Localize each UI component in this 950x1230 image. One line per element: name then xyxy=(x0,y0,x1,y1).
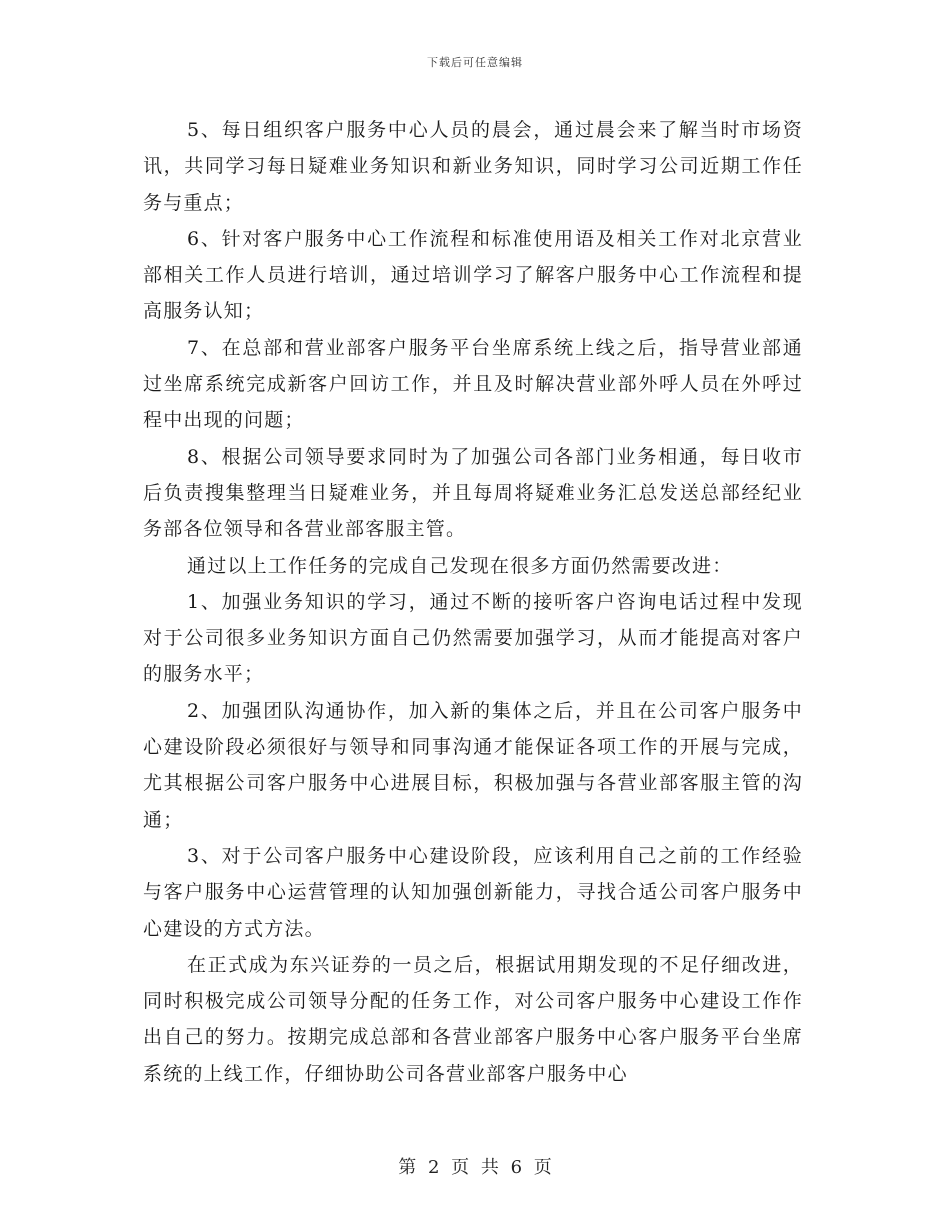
document-body xyxy=(143,112,803,1092)
paragraph-item-6: 6、针对客户服务中心工作流程和标准使用语及相关工作对北京营业部相关工作人员进行培训，通过培训学习了解客户服务中心工作流程和提高服务认知； xyxy=(143,227,803,323)
paragraph-improvement-1: 1、加强业务知识的学习，通过不断的接听客户咨询电话过程中发现对于公司很多业务知识方面自己仍然需要加强学习，从而才能提高对客户的服务水平； xyxy=(143,590,803,686)
page-header: 下载后可任意编辑 xyxy=(427,56,523,69)
paragraph-item-8: 8、根据公司领导要求同时为了加强公司各部门业务相通，每日收市后负责搜集整理当日疑难业务，并且每周将疑难业务汇总发送总部经纪业务部各位领导和各营业部客服主管。 xyxy=(143,445,803,541)
paragraph-future-plan: 在正式成为东兴证券的一员之后，根据试用期发现的不足仔细改进，同时积极完成公司领导分配的任务工作，对公司客户服务中心建设工作作出自己的努力。按期完成总部和各营业部客户服务中心客户服务平台坐席系统的上线工作，仔细协助公司各营业部客户服务中心 xyxy=(143,953,803,1085)
paragraph-improvement-3: 3、对于公司客户服务中心建设阶段，应该利用自己之前的工作经验与客户服务中心运营管理的认知加强创新能力，寻找合适公司客户服务中心建设的方式方法。 xyxy=(143,844,803,940)
paragraph-item-5: 5、每日组织客户服务中心人员的晨会，通过晨会来了解当时市场资讯，共同学习每日疑难业务知识和新业务知识，同时学习公司近期工作任务与重点； xyxy=(143,119,803,214)
paragraph-improvement-2: 2、加强团队沟通协作，加入新的集体之后，并且在公司客户服务中心建设阶段必须很好与领导和同事沟通才能保证各项工作的开展与完成，尤其根据公司客户服务中心进展目标，积极加强与各营业部客服主管的沟通； xyxy=(143,699,803,831)
paragraph-improvement-intro: 通过以上工作任务的完成自己发现在很多方面仍然需要改进： xyxy=(187,554,733,577)
page-number-footer: 第 2 页 共 6 页 xyxy=(398,1157,552,1178)
paragraph-item-7: 7、在总部和营业部客户服务平台坐席系统上线之后，指导营业部通过坐席系统完成新客户回访工作，并且及时解决营业部外呼人员在外呼过程中出现的问题； xyxy=(143,336,803,432)
